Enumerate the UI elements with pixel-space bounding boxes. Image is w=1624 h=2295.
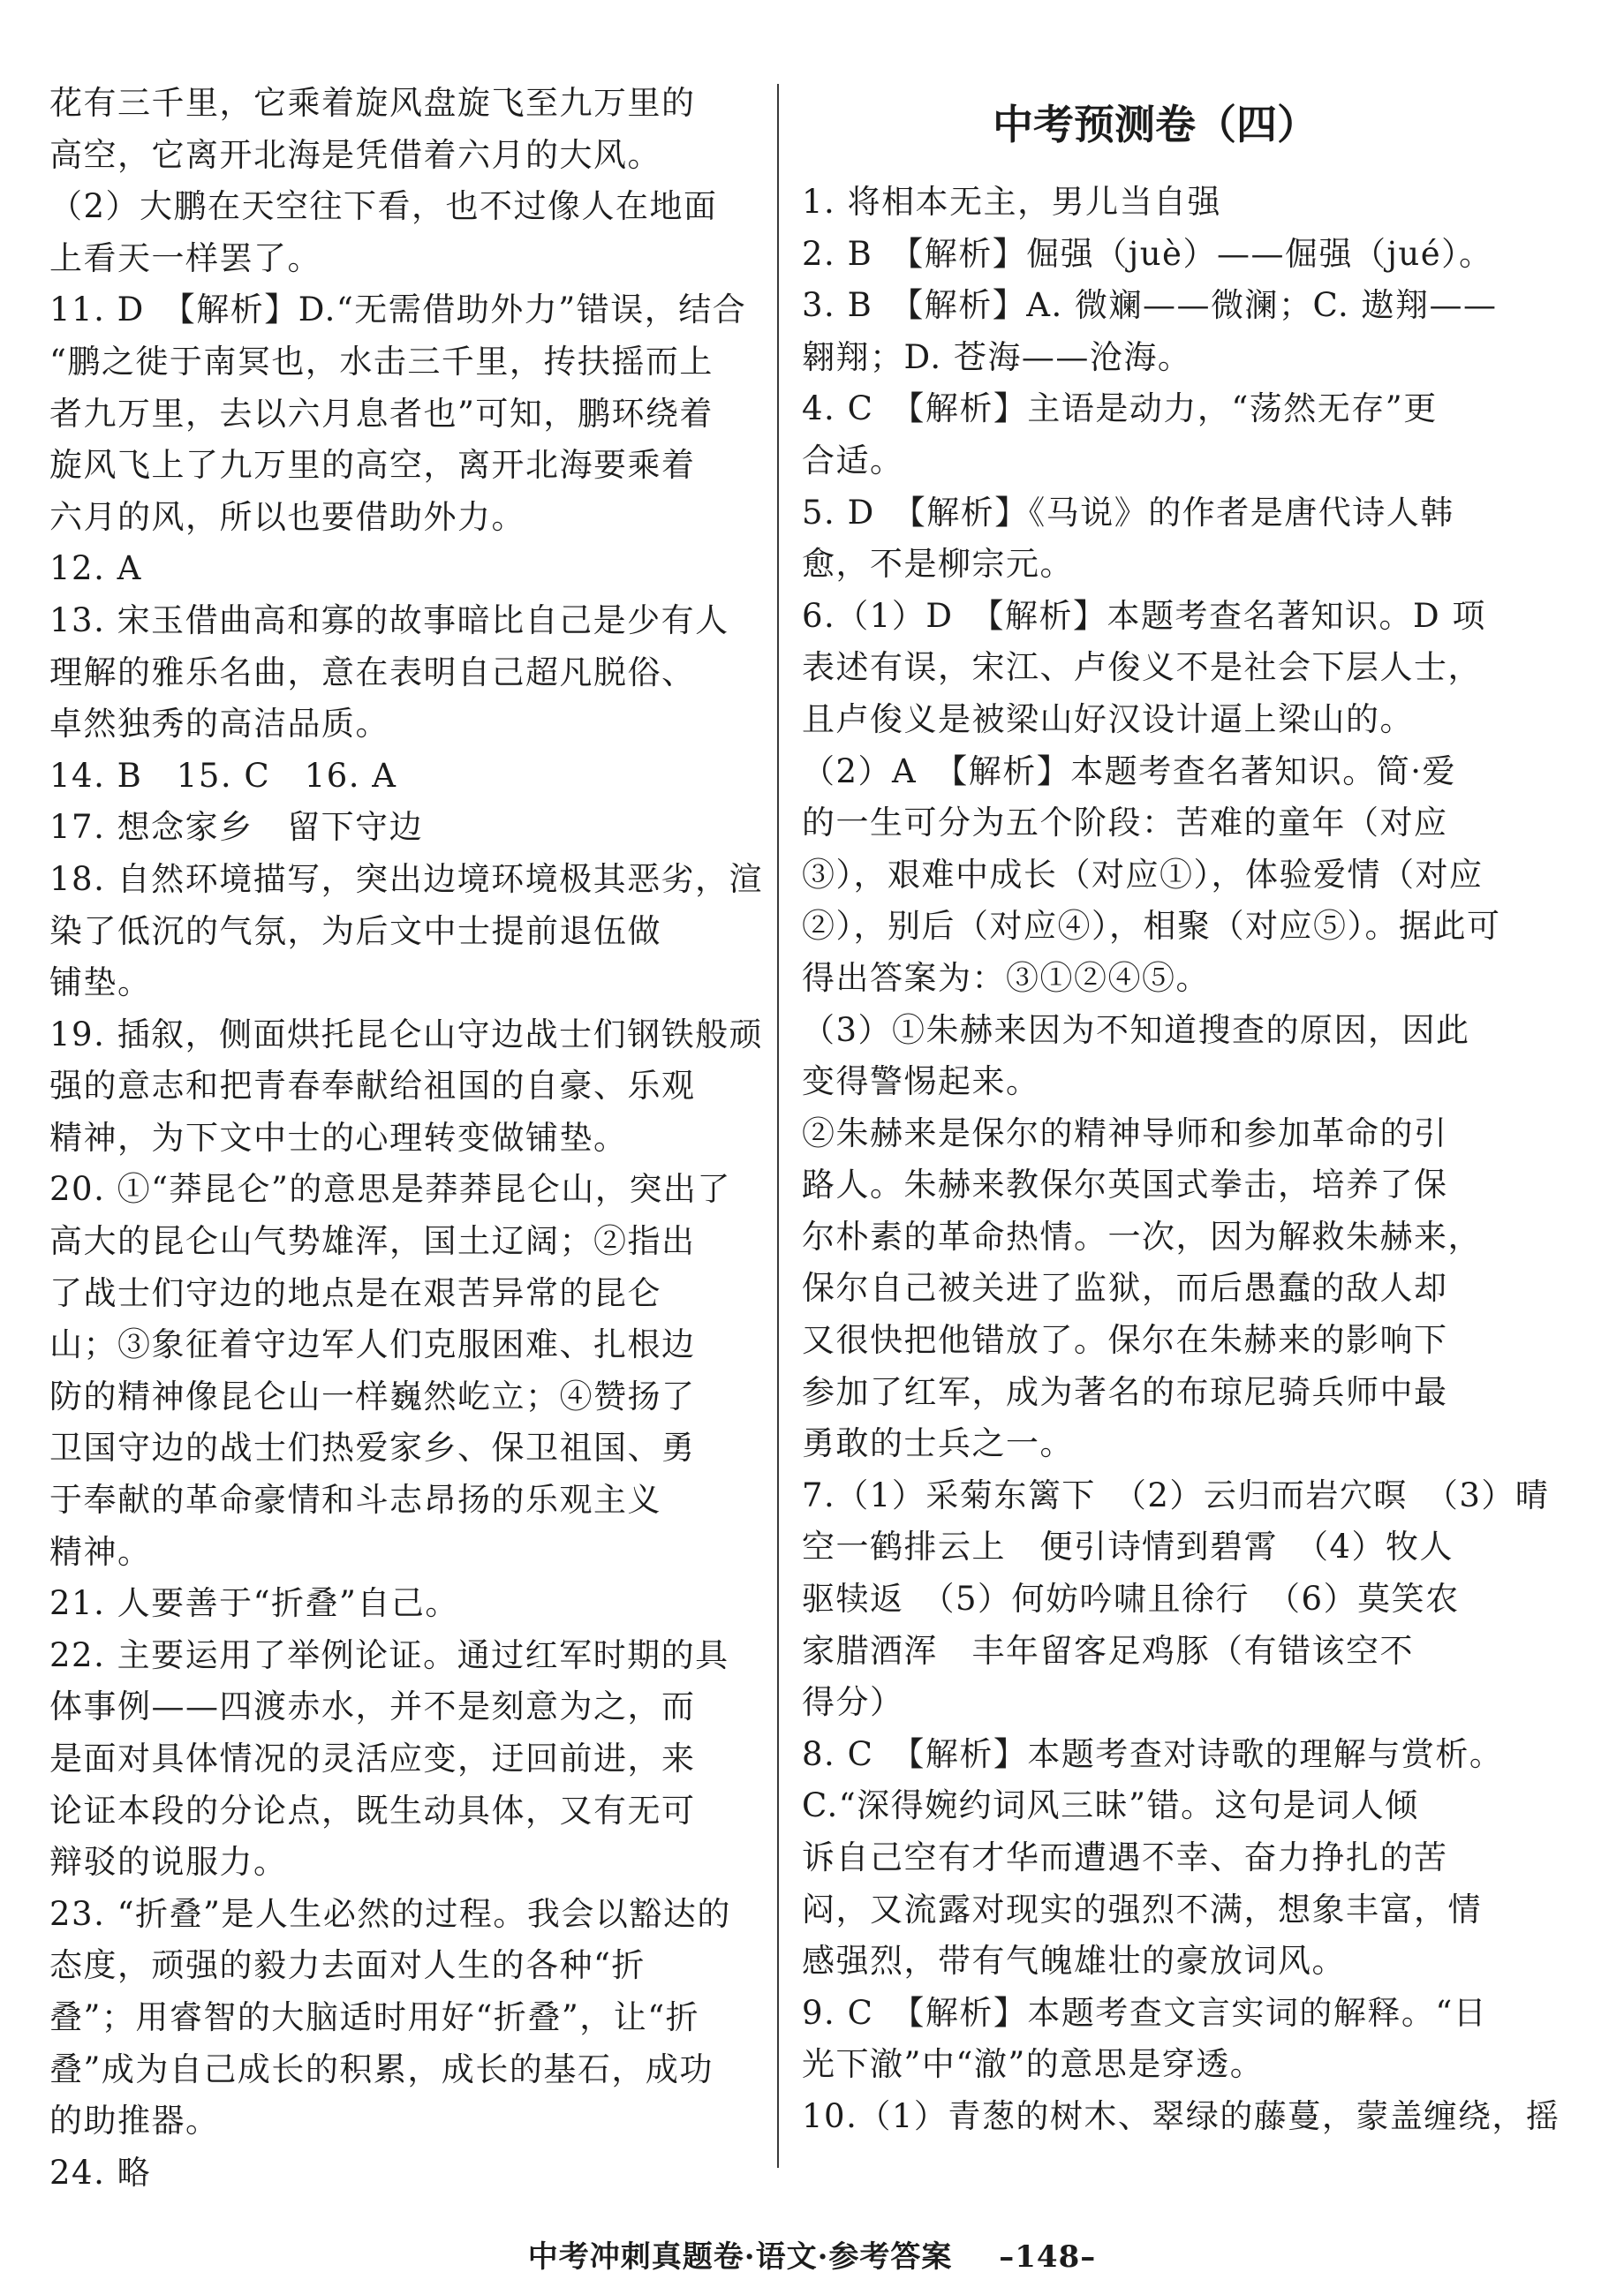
answer-line: “鹏之徙于南冥也，水击三千里，抟扶摇而上 (49, 342, 714, 381)
answer-line: 变得警惕起来。 (802, 1062, 1040, 1101)
answer-line: 的一生可分为五个阶段：苦难的童年（对应 (802, 804, 1448, 842)
answer-line: 山；③象征着守边军人们克服困难、扎根边 (49, 1325, 696, 1364)
answer-line: C.“深得婉约词风三昧”错。这句是词人倾 (802, 1786, 1419, 1825)
right-lines (802, 177, 1560, 2143)
answer-line: 保尔自己被关进了监狱，而后愚蠢的敌人却 (802, 1269, 1448, 1308)
answer-line: 尔朴素的革命热情。一次，因为解救朱赫来， (802, 1217, 1482, 1256)
answer-line: 24. 略 (49, 2153, 152, 2192)
answer-line: 得分） (802, 1683, 904, 1722)
answer-line: 家腊酒浑 丰年留客足鸡豚（有错该空不 (802, 1631, 1414, 1670)
answer-line: 驱犊返 （5）何妨吟啸且徐行 （6）莫笑农 (802, 1580, 1460, 1619)
answer-line: 精神，为下文中士的心理转变做铺垫。 (49, 1118, 628, 1157)
answer-line: 18. 自然环境描写，突出边境环境极其恶劣，渲 (49, 859, 764, 898)
answer-line: 合适。 (802, 441, 904, 479)
answer-line: 表述有误，宋江、卢俊义不是社会下层人士， (802, 648, 1482, 687)
answer-line: 9. C 【解析】本题考查文言实词的解释。“日 (802, 1993, 1488, 2032)
answer-line: 21. 人要善于“折叠”自己。 (49, 1584, 459, 1623)
answer-line: ③），艰难中成长（对应①），体验爱情（对应 (802, 855, 1484, 894)
answer-line: 者九万里，去以六月息者也”可知，鹏环绕着 (49, 394, 714, 433)
answer-line: 10.（1）青葱的树木、翠绿的藤蔓，蒙盖缠绕，摇 (802, 2096, 1560, 2135)
answer-line: 得出答案为：③①②④⑤。 (802, 958, 1210, 997)
column-divider (777, 84, 779, 2168)
answer-line: 2. B 【解析】倔强（juè）——倔强（jué）。 (802, 234, 1493, 273)
answer-line: 精神。 (49, 1532, 152, 1571)
answer-line: 染了低沉的气氛，为后文中士提前退伍做 (49, 911, 661, 950)
answer-line: 且卢俊义是被梁山好汉设计逼上梁山的。 (802, 699, 1414, 738)
answer-line: （2）A 【解析】本题考查名著知识。简·爱 (802, 751, 1457, 790)
answer-line: 卫国守边的战士们热爱家乡、保卫祖国、勇 (49, 1429, 696, 1468)
answer-line: 空一鹤排云上 便引诗情到碧霄 （4）牧人 (802, 1528, 1454, 1566)
answer-line: 叠”成为自己成长的积累，成长的基石，成功 (49, 2050, 714, 2088)
page-footer (0, 2232, 1624, 2276)
answer-line: 是面对具体情况的灵活应变，迂回前进，来 (49, 1740, 696, 1778)
answer-line: 又很快把他错放了。保尔在朱赫来的影响下 (802, 1321, 1448, 1360)
answer-line: 叠”；用睿智的大脑适时用好“折叠”，让“折 (49, 1997, 700, 2036)
answer-line: 路人。朱赫来教保尔英国式拳击，培养了保 (802, 1166, 1448, 1204)
answer-line: 花有三千里，它乘着旋风盘旋飞至九万里的 (49, 84, 696, 122)
answer-line: 强的意志和把青春奉献给祖国的自豪、乐观 (49, 1067, 696, 1106)
answer-line: 23. “折叠”是人生必然的过程。我会以豁达的 (49, 1894, 731, 1933)
answer-line: 4. C 【解析】主语是动力，“荡然无存”更 (802, 389, 1438, 428)
answer-line: 11. D 【解析】D.“无需借助外力”错误，结合 (49, 291, 747, 329)
answer-line: ②），别后（对应④），相聚（对应⑤）。据此可 (802, 907, 1501, 946)
answer-line: 光下澈”中“澈”的意思是穿透。 (802, 2045, 1265, 2084)
footer-text: 中考冲刺真题卷·语文·参考答案 (527, 2239, 953, 2275)
answer-line: 14. B 15. C 16. A (49, 756, 397, 795)
answer-line: （2）大鹏在天空往下看，也不过像人在地面 (49, 187, 718, 226)
answer-line: 体事例——四渡赤水，并不是刻意为之，而 (49, 1687, 696, 1726)
answer-line: 翱翔；D. 苍海——沧海。 (802, 337, 1192, 376)
answer-line: （3）①朱赫来因为不知道搜查的原因，因此 (802, 1010, 1470, 1049)
answer-line: 铺垫。 (49, 963, 152, 1002)
answer-line: 诉自己空有才华而遭遇不幸、奋力挣扎的苦 (802, 1838, 1448, 1876)
answer-line: 20. ①“莽昆仑”的意思是莽莽昆仑山，突出了 (49, 1170, 731, 1209)
answer-line: 7.（1）采菊东篱下 （2）云归而岩穴暝 （3）晴 (802, 1476, 1550, 1514)
answer-line: 上看天一样罢了。 (49, 238, 321, 277)
answer-line: 高空，它离开北海是凭借着六月的大风。 (49, 135, 661, 174)
answer-line: 17. 想念家乡 留下守边 (49, 808, 424, 847)
answer-line: 了战士们守边的地点是在艰苦异常的昆仑 (49, 1273, 661, 1312)
answer-line: 8. C 【解析】本题考查对诗歌的理解与赏析。 (802, 1734, 1504, 1773)
answer-line: 6.（1）D 【解析】本题考查名著知识。D 项 (802, 596, 1486, 635)
answer-line: 六月的风，所以也要借助外力。 (49, 497, 525, 536)
section-title: 中考预测卷（四） (993, 101, 1318, 148)
answer-line: 勇敢的士兵之一。 (802, 1424, 1074, 1463)
answer-line: 参加了红军，成为著名的布琼尼骑兵师中最 (802, 1372, 1448, 1411)
answer-line: 12. A (49, 549, 142, 588)
answer-line: 感强烈，带有气魄雄壮的豪放词风。 (802, 1942, 1346, 1981)
answer-line: 愈，不是柳宗元。 (802, 545, 1074, 584)
answer-line: 态度，顽强的毅力去面对人生的各种“折 (49, 1946, 646, 1985)
answer-line: 闷，又流露对现实的强烈不满，想象丰富，情 (802, 1890, 1482, 1929)
left-column (49, 78, 764, 2199)
answer-line: 的助推器。 (49, 2102, 220, 2140)
answer-line: 辩驳的说服力。 (49, 1843, 288, 1882)
answer-line: 13. 宋玉借曲高和寡的故事暗比自己是少有人 (49, 600, 729, 639)
answer-line: 防的精神像昆仑山一样巍然屹立；④赞扬了 (49, 1377, 696, 1416)
answer-line: 22. 主要运用了举例论证。通过红军时期的具 (49, 1635, 729, 1674)
right-column (802, 78, 1560, 2143)
answer-line: 论证本段的分论点，既生动具体，又有无可 (49, 1791, 696, 1830)
answer-line: 3. B 【解析】A. 微斓——微澜；C. 遨翔—— (802, 286, 1498, 325)
answer-line: 旋风飞上了九万里的高空，离开北海要乘着 (49, 446, 696, 485)
page-number: –148– (999, 2239, 1097, 2275)
answer-line: ②朱赫来是保尔的精神导师和参加革命的引 (802, 1114, 1448, 1152)
answer-line: 5. D 【解析】《马说》的作者是唐代诗人韩 (802, 493, 1454, 532)
answer-line: 19. 插叙，侧面烘托昆仑山守边战士们钢铁般顽 (49, 1015, 764, 1053)
answer-line: 卓然独秀的高洁品质。 (49, 705, 389, 744)
answer-line: 理解的雅乐名曲，意在表明自己超凡脱俗、 (49, 653, 696, 691)
answer-line: 高大的昆仑山气势雄浑，国土辽阔；②指出 (49, 1222, 696, 1261)
answer-line: 于奉献的革命豪情和斗志昂扬的乐观主义 (49, 1481, 661, 1520)
answer-line: 1. 将相本无主，男儿当自强 (802, 183, 1222, 221)
